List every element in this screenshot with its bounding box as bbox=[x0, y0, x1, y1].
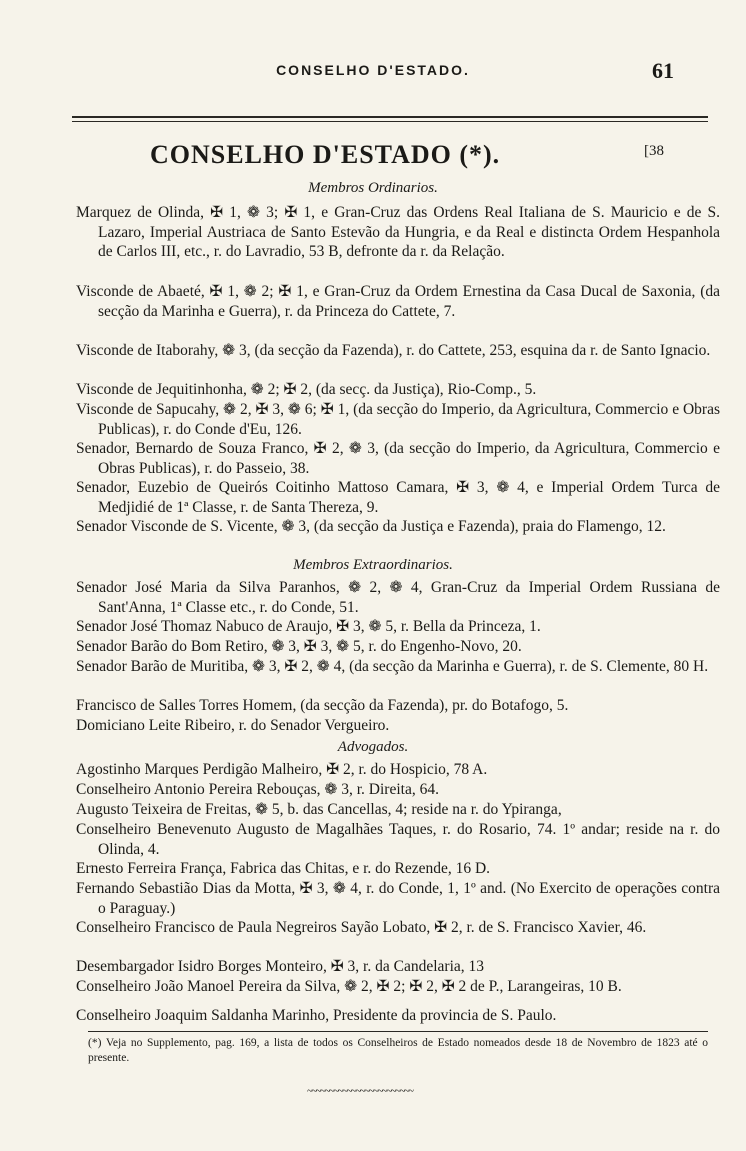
entry-senador-nabuco: Senador José Thomaz Nabuco de Araujo, ✠ 3, ❁ 5, r. Bella da Princeza, 1. bbox=[76, 618, 541, 635]
entry-ferreira-franca: Ernesto Ferreira França, Fabrica das Chitas, e r. do Rezende, 16 D. bbox=[76, 860, 491, 877]
header-rule bbox=[72, 116, 708, 118]
side-number: [38 bbox=[644, 143, 664, 159]
entry-senador-euzebio: Senador, Euzebio de Queirós Coitinho Mattoso Camara, ✠ 3, ❁ 4, e Imperial Ordem Turca de Medjidié de 1ª Classe, r. de Santa Thereza, 9. bbox=[76, 479, 720, 516]
entry-visconde-itaborahy: Visconde de Itaborahy, ❁ 3, (da secção da Fazenda), r. do Cattete, 253, esquina da r. de Santo Ignacio. bbox=[76, 342, 711, 359]
page-number: 61 bbox=[652, 58, 674, 83]
entry-senador-paranhos: Senador José Maria da Silva Paranhos, ❁ 2, ❁ 4, Gran-Cruz da Imperial Ordem Russiana de Sant'Anna, 1ª Classe etc., r. do Conde, 51. bbox=[76, 579, 720, 616]
entry-pereira-da-silva: Conselheiro João Manoel Pereira da Silva, ❁ 2, ✠ 2; ✠ 2, ✠ 2 de P., Larangeiras, 10 B. bbox=[76, 978, 622, 995]
section-heading-advogados: Advogados. bbox=[337, 739, 409, 755]
entry-sayao-lobato: Conselheiro Francisco de Paula Negreiros Sayão Lobato, ✠ 2, r. de S. Francisco Xavier, 46. bbox=[76, 919, 647, 936]
entry-senador-muritiba: Senador Barão de Muritiba, ❁ 3, ✠ 2, ❁ 4, (da secção da Marinha e Guerra), r. de S. Clemente, 80 H. bbox=[76, 658, 709, 675]
entry-saldanha-marinho: Conselheiro Joaquim Saldanha Marinho, Presidente da provincia de S. Paulo. bbox=[76, 1007, 557, 1024]
entry-reboucas: Conselheiro Antonio Pereira Rebouças, ❁ 3, r. Direita, 64. bbox=[76, 781, 439, 798]
footnote: (*) Veja no Supplemento, pag. 169, a lista de todos os Conselheiros de Estado nomeados desde 18 de Novembro de 1823 até o presente. bbox=[88, 1037, 708, 1064]
entry-senador-sao-vicente: Senador Visconde de S. Vicente, ❁ 3, (da secção da Justiça e Fazenda), praia do Flamengo, 12. bbox=[76, 518, 666, 535]
entry-visconde-sapucahy: Visconde de Sapucahy, ❁ 2, ✠ 3, ❁ 6; ✠ 1, (da secção do Imperio, da Agricultura, Commercio e Obras Publicas), r. do Conde d'Eu, 126. bbox=[76, 401, 720, 438]
entry-senador-souza-franco: Senador, Bernardo de Souza Franco, ✠ 2, ❁ 3, (da secção do Imperio, da Agricultura, Commercio e Obras Publicas), r. do Passeio, 38. bbox=[76, 440, 720, 477]
entry-leite-ribeiro: Domiciano Leite Ribeiro, r. do Senador Vergueiro. bbox=[76, 717, 390, 734]
entry-teixeira-de-freitas: Augusto Teixeira de Freitas, ❁ 5, b. das Cancellas, 4; reside na r. do Ypiranga, bbox=[76, 801, 562, 818]
entry-borges-monteiro: Desembargador Isidro Borges Monteiro, ✠ 3, r. da Candelaria, 13 bbox=[76, 958, 485, 975]
page-title: CONSELHO D'ESTADO (*). bbox=[150, 140, 501, 169]
section-heading-extraordinarios: Membros Extraordinarios. bbox=[293, 557, 453, 573]
tail-ornament: ~~~~~~~~~~~~~~~~~~~~~~~~ bbox=[307, 1086, 413, 1097]
entry-magalhaes-taques: Conselheiro Benevenuto Augusto de Magalhães Taques, r. do Rosario, 74. 1º andar; reside na r. do Olinda, 4. bbox=[76, 821, 720, 858]
entry-marquez-olinda: Marquez de Olinda, ✠ 1, ❁ 3; ✠ 1, e Gran-Cruz das Ordens Real Italiana de S. Mauricio e de S. Lazaro, Imperial Austriaca de Santo Estevão da Hungria, e da Real e distincta Ordem Hespanhola de Carlos III, etc., r. do Lavradio, 53 B, defronte da r. da Relação. bbox=[76, 204, 720, 260]
entry-senador-bom-retiro: Senador Barão do Bom Retiro, ❁ 3, ✠ 3, ❁ 5, r. do Engenho-Novo, 20. bbox=[76, 638, 522, 655]
entry-dias-da-motta: Fernando Sebastião Dias da Motta, ✠ 3, ❁ 4, r. do Conde, 1, 1º and. (No Exercito de operações contra o Paraguay.) bbox=[76, 880, 720, 917]
header-rule-thin bbox=[72, 121, 708, 122]
running-title: CONSELHO D'ESTADO. bbox=[276, 62, 470, 78]
section-heading-ordinarios: Membros Ordinarios. bbox=[308, 180, 438, 196]
entry-torres-homem: Francisco de Salles Torres Homem, (da secção da Fazenda), pr. do Botafogo, 5. bbox=[76, 697, 569, 714]
entry-visconde-abaete: Visconde de Abaeté, ✠ 1, ❁ 2; ✠ 1, e Gran-Cruz da Ordem Ernestina da Casa Ducal de Saxonia, (da secção da Marinha e Guerra), r. da Princeza do Cattete, 7. bbox=[76, 283, 720, 320]
entry-visconde-jequitinhonha: Visconde de Jequitinhonha, ❁ 2; ✠ 2, (da secç. da Justiça), Rio-Comp., 5. bbox=[76, 381, 537, 398]
entry-perdigao-malheiro: Agostinho Marques Perdigão Malheiro, ✠ 2, r. do Hospicio, 78 A. bbox=[76, 761, 488, 778]
footnote-rule bbox=[88, 1031, 708, 1032]
